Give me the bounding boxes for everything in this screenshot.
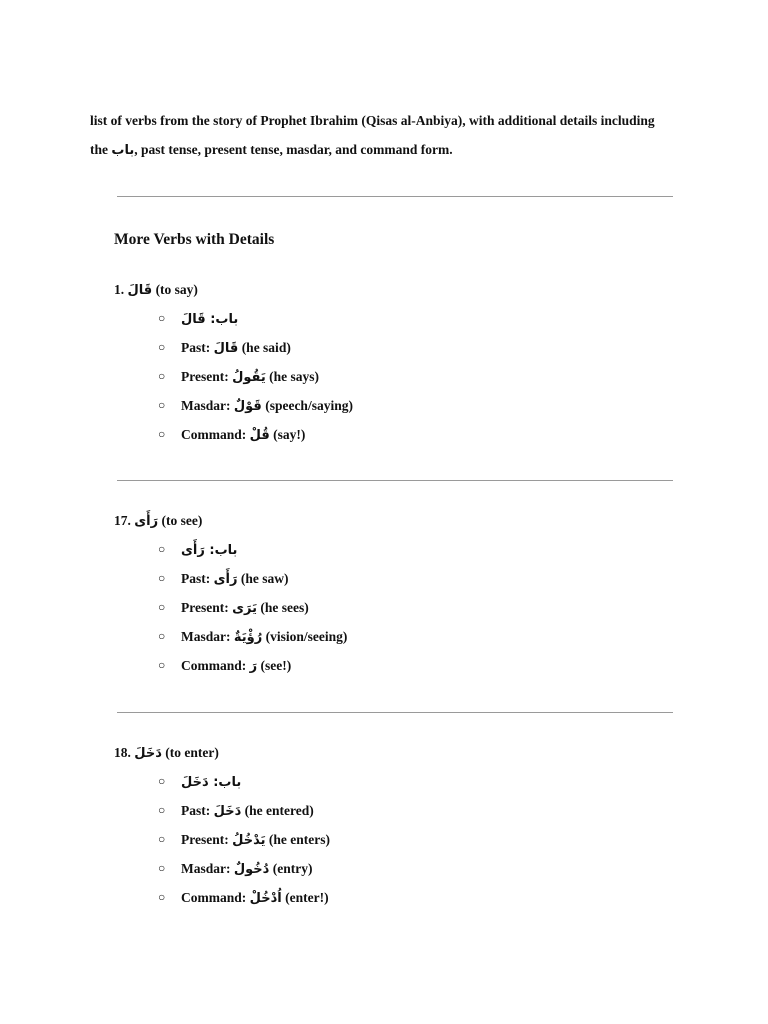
bab-text — [181, 543, 237, 558]
command-gloss: (say!) — [273, 427, 306, 442]
detail-past — [158, 796, 330, 825]
bullet-icon: ○ — [158, 600, 166, 614]
intro-line-2-start: the — [90, 142, 112, 157]
bullet-icon: ○ — [158, 629, 166, 643]
bab-value: قَالَ — [181, 312, 206, 327]
intro-paragraph — [90, 106, 690, 165]
masdar-label: Masdar: — [181, 861, 231, 876]
verb-entry — [114, 276, 353, 449]
past-arabic: قَالَ — [213, 341, 239, 356]
detail-present — [158, 593, 347, 622]
verb-gloss: (to enter) — [165, 745, 219, 760]
masdar-label: Masdar: — [181, 629, 231, 644]
divider — [117, 196, 673, 197]
verb-number: 17. — [114, 513, 131, 528]
bullet-icon: ○ — [158, 542, 166, 556]
present-gloss: (he says) — [269, 369, 320, 384]
masdar-gloss: (vision/seeing) — [265, 629, 348, 644]
verb-number: 1. — [114, 282, 125, 297]
intro-line-2 — [90, 135, 690, 165]
intro-line-2-arabic: باب — [111, 143, 135, 158]
detail-masdar — [158, 622, 347, 651]
bullet-icon: ○ — [158, 890, 166, 904]
intro-line-2-end: , past tense, present tense, masdar, and command form. — [134, 142, 453, 157]
verb-details-list — [158, 304, 353, 449]
masdar-arabic: دُخُولٌ — [233, 862, 270, 877]
bab-text — [181, 312, 238, 327]
verb-details-list — [158, 535, 347, 680]
command-arabic: رَ — [249, 659, 258, 674]
detail-bab — [158, 304, 353, 333]
bullet-icon: ○ — [158, 571, 166, 585]
bab-label: باب: — [213, 775, 242, 790]
bullet-icon: ○ — [158, 774, 166, 788]
past-gloss: (he said) — [241, 340, 291, 355]
detail-present — [158, 825, 330, 854]
past-arabic: دَخَلَ — [213, 804, 242, 819]
bullet-icon: ○ — [158, 340, 166, 354]
detail-bab — [158, 535, 347, 564]
bullet-icon: ○ — [158, 861, 166, 875]
masdar-arabic: قَوْلٌ — [233, 399, 262, 414]
verb-arabic: دَخَلَ — [134, 746, 162, 761]
detail-command — [158, 651, 347, 680]
bullet-icon: ○ — [158, 427, 166, 441]
past-gloss: (he saw) — [240, 571, 289, 586]
verb-heading — [114, 507, 347, 535]
bab-value: رَأَى — [181, 543, 205, 558]
past-gloss: (he entered) — [244, 803, 314, 818]
command-label: Command: — [181, 658, 247, 673]
past-label: Past: — [181, 571, 211, 586]
verb-entry — [114, 739, 330, 912]
command-arabic: قُلْ — [249, 428, 270, 443]
verb-details-list — [158, 767, 330, 912]
present-gloss: (he enters) — [268, 832, 330, 847]
command-label: Command: — [181, 427, 247, 442]
divider — [117, 712, 673, 713]
verb-heading — [114, 739, 330, 767]
command-gloss: (see!) — [260, 658, 292, 673]
detail-past — [158, 333, 353, 362]
verb-number: 18. — [114, 745, 131, 760]
detail-command — [158, 420, 353, 449]
bab-label: باب: — [210, 312, 239, 327]
present-arabic: يَرَى — [232, 601, 257, 616]
verb-arabic: رَأَى — [134, 514, 159, 529]
command-arabic: اُدْخُلْ — [249, 891, 282, 906]
intro-line-1: list of verbs from the story of Prophet Ibrahim (Qisas al-Anbiya), with additional details including — [90, 113, 655, 128]
detail-past — [158, 564, 347, 593]
verb-arabic: قَالَ — [127, 283, 153, 298]
bullet-icon: ○ — [158, 658, 166, 672]
past-label: Past: — [181, 803, 211, 818]
present-label: Present: — [181, 832, 229, 847]
verb-heading — [114, 276, 353, 304]
bullet-icon: ○ — [158, 398, 166, 412]
command-gloss: (enter!) — [285, 890, 329, 905]
bullet-icon: ○ — [158, 311, 166, 325]
bab-value: دَخَلَ — [181, 775, 209, 790]
masdar-gloss: (entry) — [272, 861, 313, 876]
masdar-arabic: رُؤْيَةٌ — [233, 630, 263, 645]
verb-gloss: (to say) — [155, 282, 198, 297]
present-arabic: يَقُولُ — [232, 370, 266, 385]
bullet-icon: ○ — [158, 369, 166, 383]
bullet-icon: ○ — [158, 803, 166, 817]
present-label: Present: — [181, 369, 229, 384]
bab-text — [181, 775, 241, 790]
present-gloss: (he sees) — [260, 600, 309, 615]
past-label: Past: — [181, 340, 211, 355]
detail-bab — [158, 767, 330, 796]
detail-present — [158, 362, 353, 391]
detail-masdar — [158, 391, 353, 420]
detail-command — [158, 883, 330, 912]
present-arabic: يَدْخُلُ — [232, 833, 266, 848]
past-arabic: رَأَى — [213, 572, 238, 587]
bab-label: باب: — [209, 543, 238, 558]
present-label: Present: — [181, 600, 229, 615]
divider — [117, 480, 673, 481]
bullet-icon: ○ — [158, 832, 166, 846]
masdar-gloss: (speech/saying) — [265, 398, 353, 413]
masdar-label: Masdar: — [181, 398, 231, 413]
verb-gloss: (to see) — [161, 513, 203, 528]
section-title: More Verbs with Details — [114, 231, 275, 248]
command-label: Command: — [181, 890, 247, 905]
verb-entry — [114, 507, 347, 680]
detail-masdar — [158, 854, 330, 883]
